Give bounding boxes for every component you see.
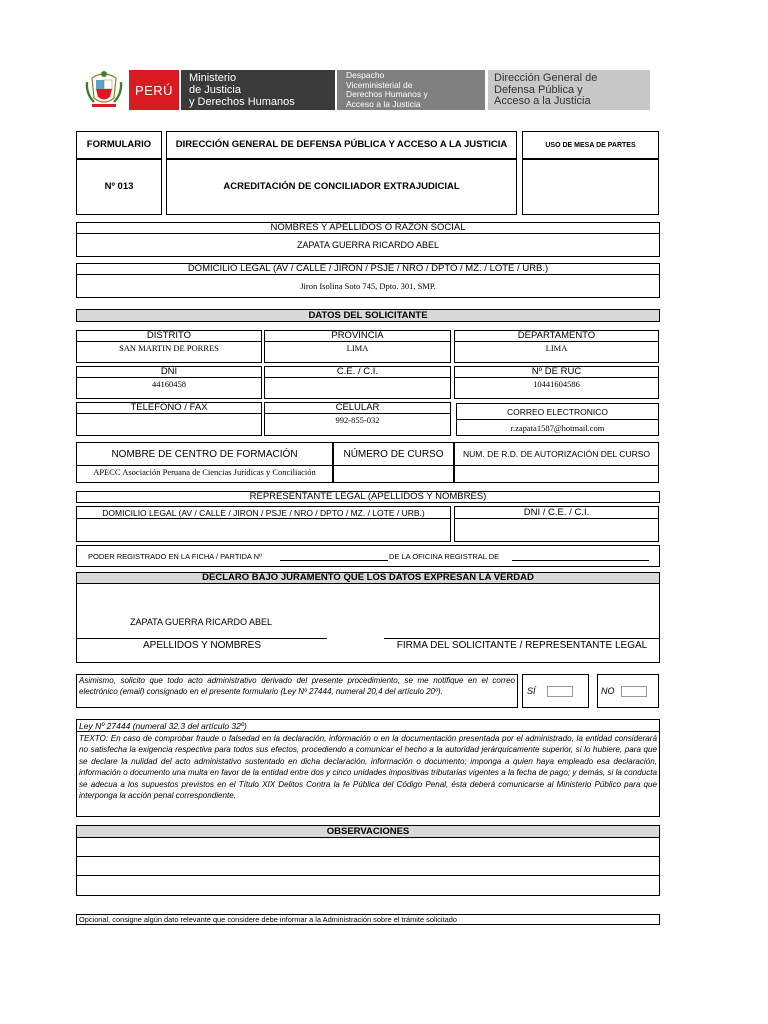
despacho-line-2: Viceministerial de (346, 79, 413, 90)
declaracion-title-label: DECLARO BAJO JURAMENTO QUE LOS DATOS EXPRESAN LA VERDAD (202, 572, 534, 583)
direccion-line-3: Acceso a la Justicia (494, 95, 591, 107)
distrito-cell[interactable] (76, 330, 262, 363)
ley-texto-box (76, 731, 660, 817)
rep-domicilio-cell[interactable] (76, 506, 451, 542)
no-checkbox[interactable] (621, 686, 647, 697)
form-title-box (166, 159, 517, 215)
provincia-cell[interactable] (264, 330, 451, 363)
datos-section-title (76, 309, 660, 322)
despacho-line-1: Despacho (346, 70, 385, 80)
domicilio-header-label: DOMICILIO LEGAL (AV / CALLE / JIRON / PSJE / NRO / DPTO / MZ. / LOTE / URB.) (187, 263, 549, 274)
rd-label: NUM. DE R.D. DE AUTORIZACIÓN DEL CURSO (455, 443, 658, 466)
ley-title: Ley Nº 27444 (numeral 32.3 del artículo 32º) (79, 721, 247, 731)
domicilio-field[interactable] (76, 274, 660, 298)
ruc-label: Nº DE RUC (455, 367, 658, 378)
domicilio-value: Jiron Isolina Soto 745, Dpto. 301, SMP. (300, 281, 436, 291)
direccion-title-box (166, 131, 517, 159)
representante-header-label: REPRESENTANTE LEGAL (APELLIDOS Y NOMBRES) (249, 491, 487, 502)
rd-cell[interactable] (454, 442, 659, 483)
name-header-label: NOMBRES Y APELLIDOS O RAZON SOCIAL (270, 222, 466, 233)
rep-dni-label: DNI / C.E. / C.I. (455, 507, 658, 519)
footer-note: Opcional, consigne algún dato relevante que considere debe informar a la Administración sobre el trámite solicitado (79, 915, 457, 924)
provincia-label: PROVINCIA (265, 331, 450, 342)
observaciones-title-label: OBSERVACIONES (326, 825, 410, 837)
representante-header (76, 491, 660, 503)
dni-cell[interactable] (76, 366, 262, 399)
si-checkbox[interactable] (547, 686, 573, 697)
ministerio-line-3: y Derechos Humanos (189, 96, 295, 108)
poder-label: PODER REGISTRADO EN LA FICHA / PARTIDA Nº (88, 552, 262, 561)
correo-value: r.zapata1587@hotmail.com (510, 422, 605, 433)
departamento-label: DEPARTAMENTO (455, 331, 658, 342)
observaciones-line-3[interactable] (76, 875, 660, 896)
direccion-title: DIRECCIÓN GENERAL DE DEFENSA PÚBLICA Y ACCESO A LA JUSTICIA (175, 139, 508, 150)
centro-label: NOMBRE DE CENTRO DE FORMACIÓN (77, 443, 332, 466)
formulario-label: FORMULARIO (86, 139, 152, 150)
ce-cell[interactable] (264, 366, 451, 399)
telefono-label: TELEFONO / FAX (77, 403, 261, 414)
name-value: ZAPATA GUERRA RICARDO ABEL (296, 240, 440, 250)
distrito-value: SAN MARTIN DE PORRES (119, 343, 219, 353)
oficina-label: DE LA OFICINA REGISTRAL DE (389, 552, 500, 561)
ruc-value: 10441604586 (533, 379, 580, 389)
peru-brand-block (129, 70, 179, 110)
mesa-partes-label: USO DE MESA DE PARTES (545, 141, 636, 149)
formulario-label-box (76, 131, 162, 159)
ministerio-line-1: Ministerio (189, 72, 237, 84)
direccion-line-1: Dirección General de (494, 72, 598, 84)
observaciones-line-2[interactable] (76, 856, 660, 876)
oficina-blank-line[interactable] (512, 560, 649, 561)
celular-cell[interactable] (264, 402, 451, 436)
si-option-box (522, 674, 589, 708)
centro-cell[interactable] (76, 442, 333, 483)
declaracion-box (76, 583, 660, 663)
ley-texto: TEXTO: En caso de comprobar fraude o falsedad en la declaración, información o en la documentación presentada por el administrado, la entidad considerará no satisfecha la exigencia respectiva para todos sus efectos, procediendo a comunicar el hecho a la autoridad jerárquicamente superior, si lo hubiere, para que se declare la nulidad del acto administativo sustentado en dicha declaración, información o documento; imponga a quien haya empleado esa declaración, información o documento una multa en favor de la entidad entre dos y cinco unidades impositivas tributarias vigentes a la fecha de pago; y demás, si la conducta se adecua a los supuestos previstos en el Título XIX Delitos Contra la fe Pública del Código Penal, ésta deberá comunicarse al Ministerio Público para que interponga la acción penal correspondiente. (79, 734, 657, 801)
poder-row (76, 545, 660, 567)
ce-label: C.E. / C.I. (265, 367, 450, 378)
distrito-label: DISTRITO (77, 331, 261, 342)
no-label: NO (601, 686, 615, 696)
curso-label: NÚMERO DE CURSO (334, 443, 453, 466)
numero-box (76, 159, 162, 215)
centro-value: APECC Asociación Peruana de Ciencias Jurídicas y Conciliación (93, 467, 316, 477)
correo-label: CORREO ELECTRONICO (457, 404, 658, 420)
curso-cell[interactable] (333, 442, 454, 483)
no-option-box (597, 674, 659, 708)
ministerio-line-2: de Justicia (189, 84, 241, 96)
notificacion-text: Asimismo, solicito que todo acto administrativo derivado del presente procedimiento, se me notifique en el correo electrónico (email) consignado en el presente formulario (Ley Nº 27444, numeral 20,4 del artículo 20º). (79, 676, 515, 696)
despacho-line-4: Acceso a la Justicia (346, 98, 421, 109)
correo-cell[interactable] (456, 403, 659, 436)
notificacion-box (76, 674, 518, 708)
departamento-value: LIMA (545, 343, 568, 353)
mesa-partes-stamp-area[interactable] (522, 159, 659, 215)
telefono-cell[interactable] (76, 402, 262, 436)
despacho-block (337, 70, 485, 110)
rep-dni-cell[interactable] (454, 506, 659, 542)
firma-label: FIRMA DEL SOLICITANTE / REPRESENTANTE LEGAL (396, 639, 648, 651)
celular-label: CELULAR (265, 403, 450, 414)
observaciones-line-1[interactable] (76, 837, 660, 857)
ministerio-block (181, 70, 335, 110)
ruc-cell[interactable] (454, 366, 659, 399)
footer-note-box (76, 914, 660, 925)
dni-value: 44160458 (152, 379, 186, 389)
peru-seal-icon (84, 68, 124, 110)
mesa-partes-label-box (522, 131, 659, 159)
direccion-line-2: Defensa Pública y (494, 83, 583, 96)
peru-label: PERÚ (134, 82, 174, 98)
si-label: SÍ (527, 686, 536, 696)
form-number: Nº 013 (104, 181, 134, 192)
despacho-line-3: Derechos Humanos y (346, 89, 428, 99)
header-logos (82, 68, 652, 112)
rep-domicilio-label: DOMICILIO LEGAL (AV / CALLE / JIRON / PSJE / NRO / DPTO / MZ. / LOTE / URB.) (77, 507, 450, 519)
poder-blank-line[interactable] (280, 560, 388, 561)
provincia-value: LIMA (346, 343, 369, 353)
apellidos-label: APELLIDOS Y NOMBRES (142, 639, 261, 651)
dni-label: DNI (77, 367, 261, 378)
departamento-cell[interactable] (454, 330, 659, 363)
direccion-block (488, 70, 650, 110)
celular-value: 992-855-032 (335, 415, 380, 425)
form-title: ACREDITACIÓN DE CONCILIADOR EXTRAJUDICIAL (223, 181, 460, 192)
declarant-name: ZAPATA GUERRA RICARDO ABEL (130, 617, 273, 627)
datos-title: DATOS DEL SOLICITANTE (308, 309, 428, 321)
name-field[interactable] (76, 233, 660, 257)
